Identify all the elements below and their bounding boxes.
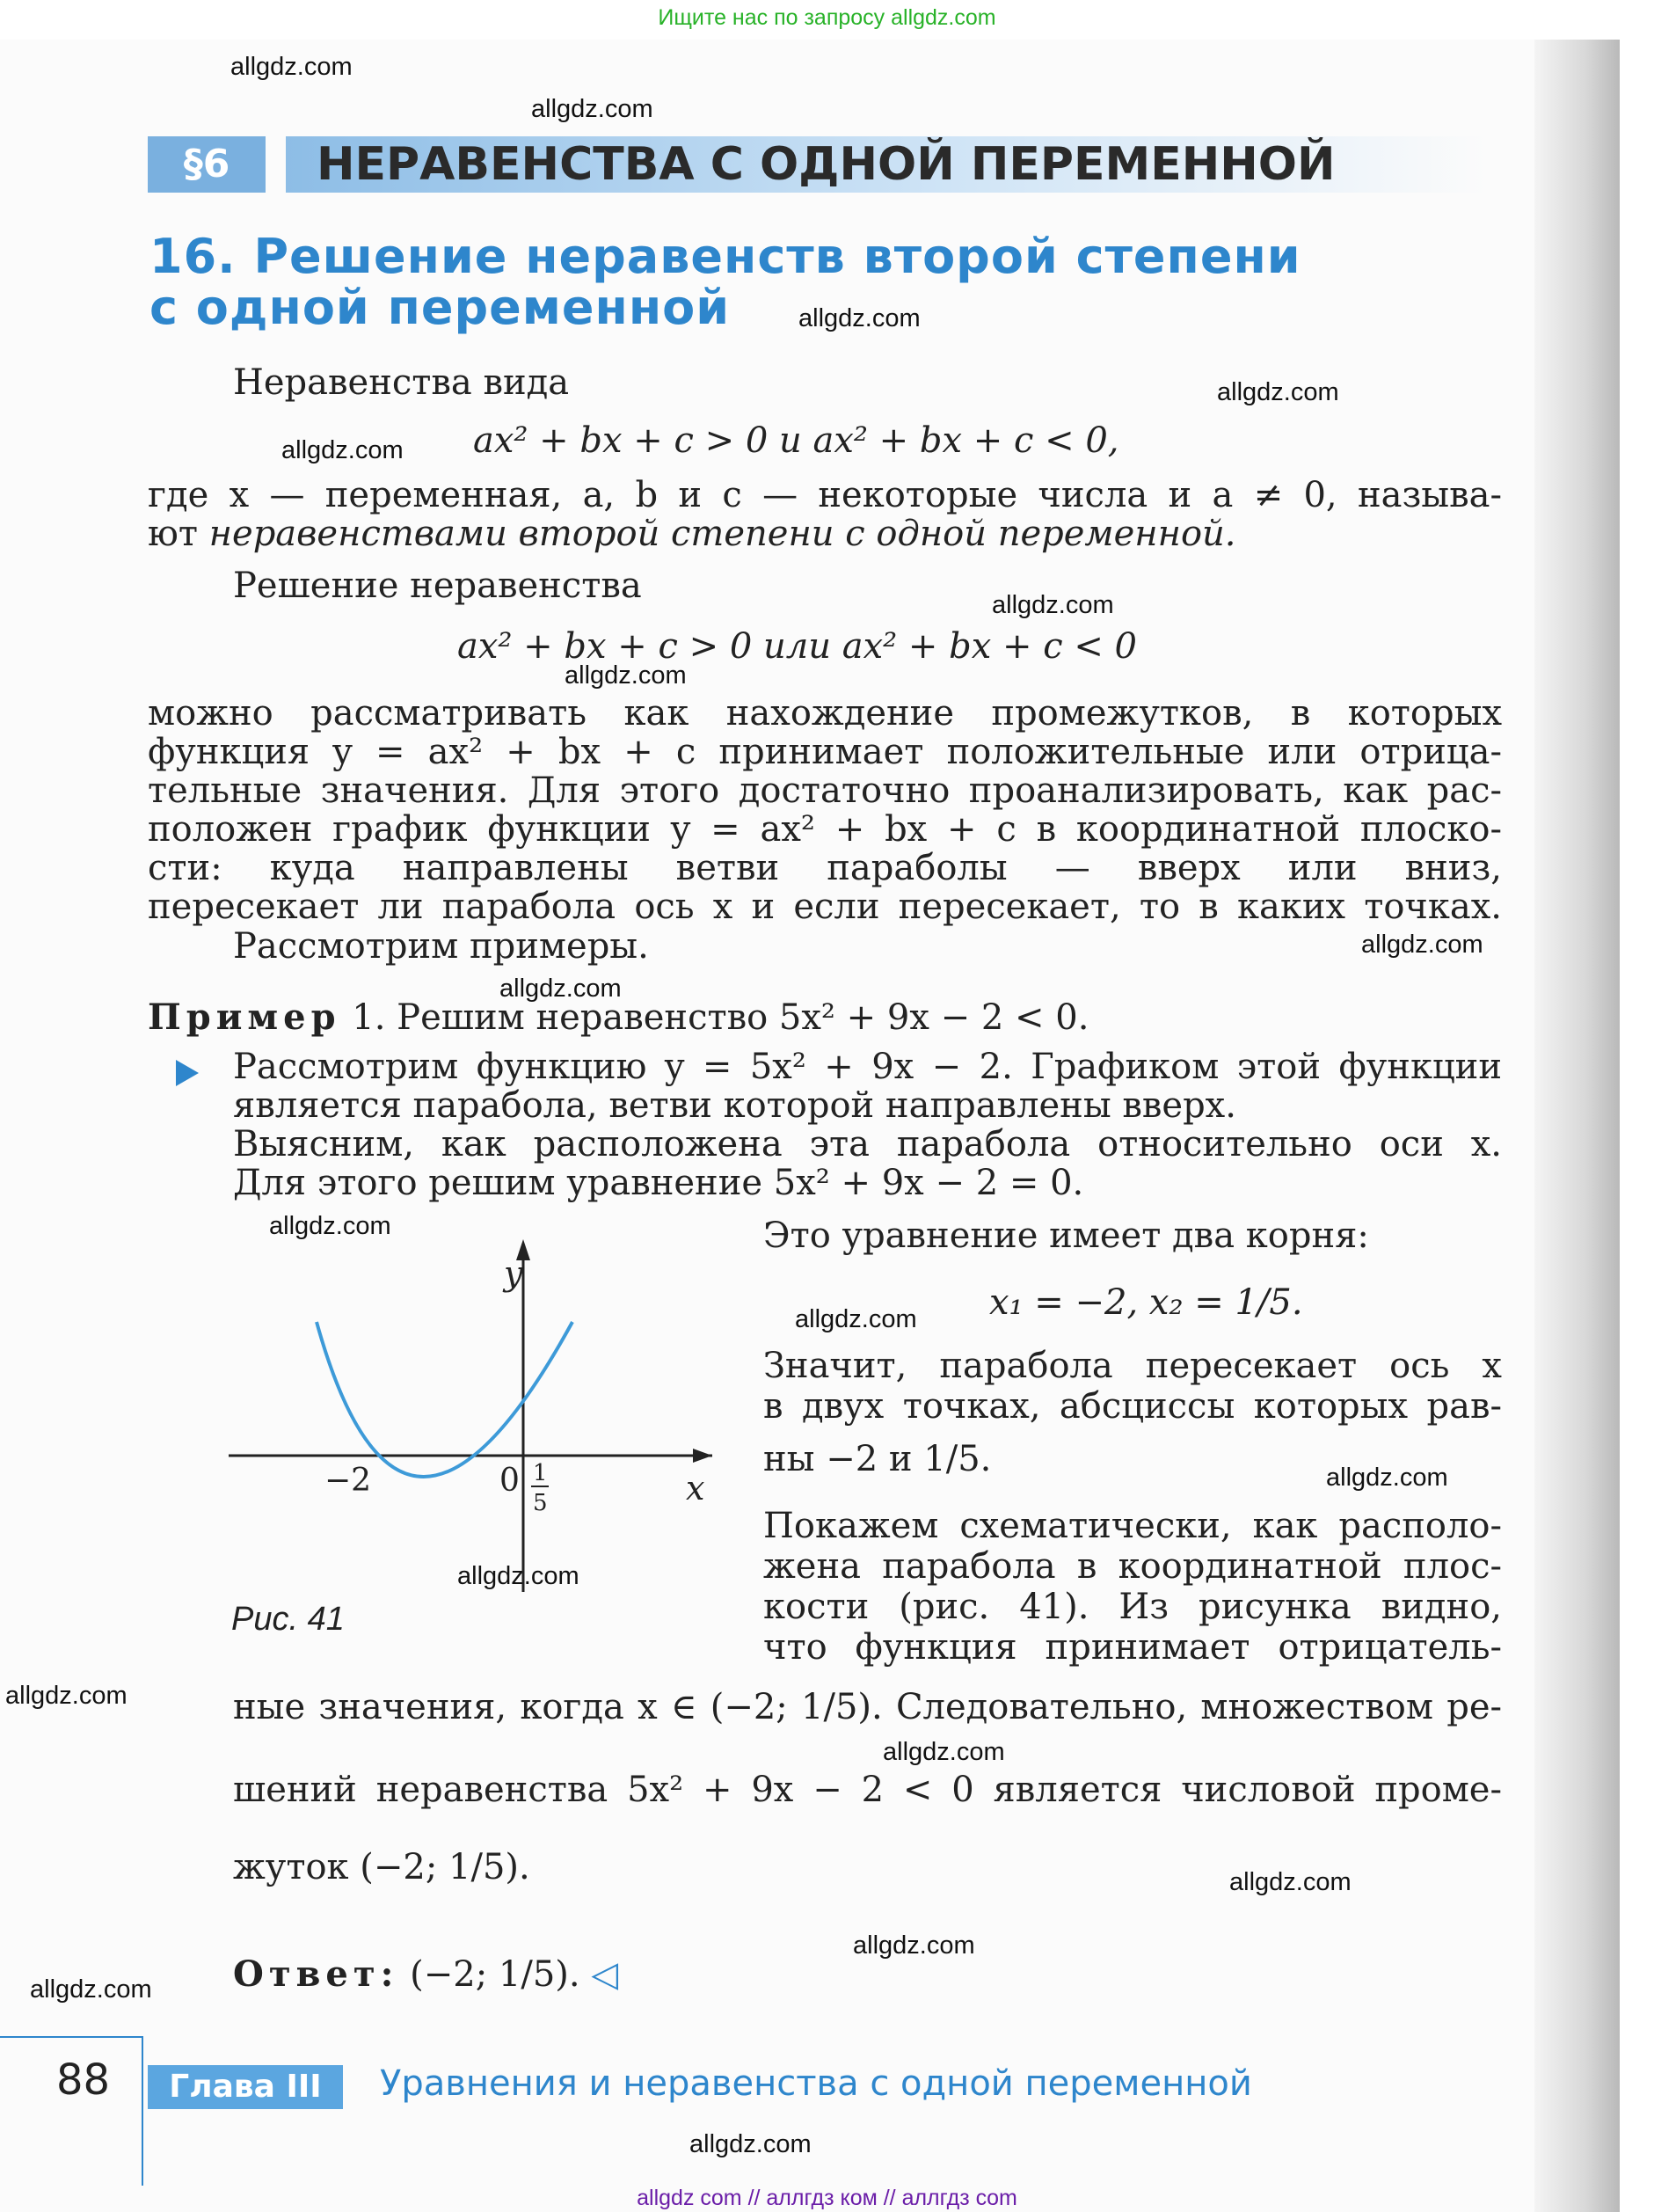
page-number: 88 xyxy=(56,2055,111,2105)
x-axis-label: x xyxy=(686,1469,705,1508)
watermark: allgdz.com xyxy=(30,1975,152,2004)
watermark: allgdz.com xyxy=(230,53,353,81)
watermark: allgdz.com xyxy=(5,1682,128,1710)
roots-formula: x₁ = −2, x₂ = 1/5. xyxy=(989,1282,1303,1323)
solution-line4: Для этого решим уравнение 5x² + 9x − 2 = 0. xyxy=(233,1163,1084,1203)
result-line1: Значит, парабола пересекает ось x xyxy=(763,1346,1502,1386)
p3-line6: пересекает ли парабола ось x и если пересекает, то в каких точках. xyxy=(148,887,1502,927)
watermark: allgdz.com xyxy=(281,436,404,464)
section-title: НЕРАВЕНСТВА С ОДНОЙ ПЕРЕМЕННОЙ xyxy=(317,138,1336,191)
origin-label: 0 xyxy=(499,1463,520,1499)
watermark: allgdz.com xyxy=(798,304,921,332)
p2-intro: Решение неравенства xyxy=(233,566,642,606)
watermark: allgdz.com xyxy=(992,591,1114,619)
p3-line2: функция y = ax² + bx + c принимает положительные или отрица- xyxy=(148,732,1502,772)
watermark-top-banner: Ищите нас по запросу allgdz.com xyxy=(658,5,996,30)
watermark: allgdz.com xyxy=(1361,931,1483,959)
result-line6: кости (рис. 41). Из рисунка видно, xyxy=(763,1587,1502,1627)
roots-intro: Это уравнение имеет два корня: xyxy=(763,1216,1369,1256)
solution-line3: Выясним, как расположена эта парабола относительно оси x. xyxy=(233,1124,1502,1164)
watermark: allgdz.com xyxy=(499,975,622,1003)
x-axis-arrow-icon xyxy=(693,1449,712,1463)
result-line2: в двух точках, абсциссы которых рав- xyxy=(763,1386,1502,1427)
page-edge-shadow xyxy=(1534,40,1620,2212)
watermark: allgdz.com xyxy=(689,2130,812,2158)
end-marker-icon: ◁ xyxy=(591,1954,619,1995)
formula-1: ax² + bx + c > 0 и ax² + bx + c < 0, xyxy=(473,420,1119,461)
p3-line3: тельные значения. Для этого достаточно проанализировать, как рас- xyxy=(148,770,1502,811)
example-heading: Пример 1. Решим неравенство 5x² + 9x − 2 < 0. xyxy=(148,996,1089,1038)
chapter-title: Уравнения и неравенства с одной переменной xyxy=(380,2063,1252,2104)
watermark: allgdz.com xyxy=(565,661,687,690)
watermark: allgdz.com xyxy=(853,1931,975,1960)
watermark: allgdz.com xyxy=(795,1305,917,1333)
p1-line2: ют неравенствами второй степени с одной переменной. xyxy=(148,514,1236,554)
p3-line7: Рассмотрим примеры. xyxy=(233,926,649,967)
result-line7: что функция принимает отрицатель- xyxy=(763,1627,1502,1668)
result-line4: Покажем схематически, как располо- xyxy=(763,1506,1502,1546)
chapter-badge: Глава III xyxy=(148,2065,343,2109)
section-badge: §6 xyxy=(148,136,266,193)
result-line5: жена парабола в координатной плос- xyxy=(763,1546,1502,1587)
topic-title-line2: с одной переменной xyxy=(149,280,731,335)
watermark: allgdz.com xyxy=(269,1212,391,1240)
solution-line1: Рассмотрим функцию y = 5x² + 9x − 2. Графиком этой функции xyxy=(233,1047,1502,1087)
watermark: allgdz.com xyxy=(1217,378,1339,406)
formula-2: ax² + bx + c > 0 или ax² + bx + c < 0 xyxy=(457,626,1138,667)
watermark: allgdz.com xyxy=(883,1738,1005,1766)
watermark: allgdz.com xyxy=(531,95,653,123)
p3-line1: можно рассматривать как нахождение промежутков, в которых xyxy=(148,693,1502,734)
root-fraction-numerator: 1 xyxy=(533,1460,548,1486)
watermark: allgdz.com xyxy=(457,1562,579,1590)
figure-41-graph xyxy=(224,1227,725,1596)
solution-line2: является парабола, ветви которой направлены вверх. xyxy=(233,1085,1236,1126)
p1-intro: Неравенства вида xyxy=(233,362,570,403)
figure-caption: Рис. 41 xyxy=(231,1601,345,1638)
p3-line4: положен график функции y = ax² + bx + c в координатной плоско- xyxy=(148,809,1502,850)
root-fraction-denominator: 5 xyxy=(533,1490,548,1516)
watermark-bottom-banner: allgdz com // аллгдз ком // аллгдз com xyxy=(637,2186,1017,2210)
solution-marker-icon xyxy=(176,1060,199,1086)
result-line9: шений неравенства 5x² + 9x − 2 < 0 является числовой проме- xyxy=(233,1770,1502,1810)
parabola-curve xyxy=(317,1322,572,1477)
result-line8: ные значения, когда x ∈ (−2; 1/5). Следовательно, множеством ре- xyxy=(233,1687,1502,1727)
answer-line: Ответ: (−2; 1/5). ◁ xyxy=(233,1953,619,1995)
p1-line1: где x — переменная, a, b и c — некоторые числа и a ≠ 0, называ- xyxy=(148,475,1502,515)
result-line10: жуток (−2; 1/5). xyxy=(233,1847,530,1887)
root-minus-two-label: −2 xyxy=(324,1463,372,1499)
topic-title-line1: 16. Решение неравенств второй степени xyxy=(149,229,1301,284)
result-line3: ны −2 и 1/5. xyxy=(763,1439,992,1479)
footer-rule-horizontal xyxy=(0,2036,142,2038)
footer-rule-vertical xyxy=(142,2036,143,2186)
watermark: allgdz.com xyxy=(1229,1868,1352,1896)
p3-line5: сти: куда направлены ветви параболы — вверх или вниз, xyxy=(148,848,1502,888)
watermark: allgdz.com xyxy=(1326,1464,1448,1492)
y-axis-label: y xyxy=(504,1254,523,1293)
